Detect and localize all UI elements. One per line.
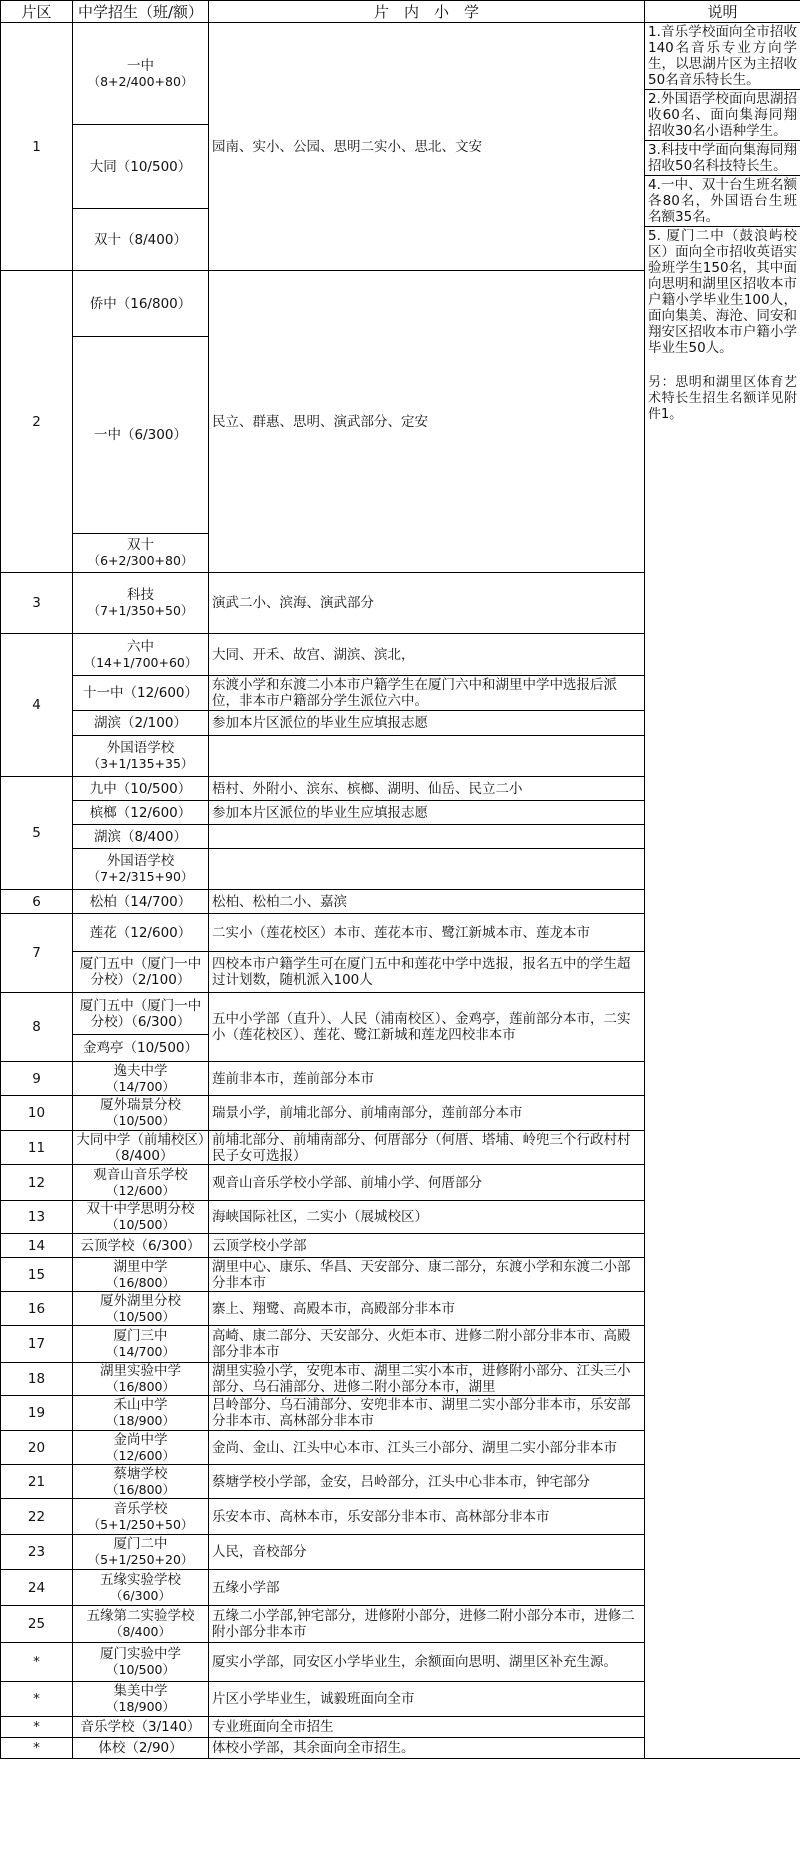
zone-cell: 20 bbox=[1, 1431, 73, 1465]
school-cell bbox=[73, 736, 209, 777]
school-name: 双十中学思明分校 bbox=[86, 1201, 195, 1217]
note-item: 3.科技中学面向集海同翔招收50名科技特长生。 bbox=[645, 141, 800, 176]
school-cell bbox=[73, 209, 209, 271]
note-item: 1.音乐学校面向全市招收140名音乐专业方向学生，以思湖片区为主招收50名音乐特长生。 bbox=[645, 23, 800, 90]
zone-cell: 21 bbox=[1, 1465, 73, 1499]
school-cell bbox=[73, 890, 209, 914]
school-cell bbox=[73, 1234, 209, 1258]
school-name: 观音山音乐学校 bbox=[93, 1166, 188, 1183]
primary-schools-cell: 五中小学部（直升）、人民（浦南校区）、金鸡亭，莲前部分本市，二实小（莲花校区）、莲花、鹭江新城和莲龙四校非本市 bbox=[209, 993, 645, 1062]
school-cell bbox=[73, 777, 209, 801]
header-row bbox=[1, 1, 800, 23]
school-cell bbox=[73, 1465, 209, 1499]
primary-schools-cell: 演武二小、滨海、演武部分 bbox=[209, 573, 645, 634]
primary-schools-cell: 高崎、康二部分、天安部分、火炬本市、进修二附小部分非本市、高殿部分非本市 bbox=[209, 1326, 645, 1363]
school-quota: （8+2/400+80） bbox=[87, 73, 194, 89]
zone-cell: 15 bbox=[1, 1258, 73, 1292]
primary-schools-cell: 前埔北部分、前埔南部分、何厝部分（何厝、塔埔、岭兜三个行政村村民子女可选报） bbox=[209, 1131, 645, 1165]
school-name: 松柏（14/700） bbox=[89, 893, 192, 910]
zone-cell: 9 bbox=[1, 1062, 73, 1096]
school-cell bbox=[73, 1643, 209, 1682]
school-name: 外国语学校 bbox=[106, 853, 175, 869]
school-cell bbox=[73, 801, 209, 825]
school-quota: （7+1/350+50） bbox=[87, 603, 194, 618]
primary-schools-cell: 大同、开禾、故宫、湖滨、滨北， bbox=[209, 634, 645, 676]
primary-schools-cell: 湖里中心、康乐、华昌、天安部分、康二部分，东渡小学和东渡二小部分非本市 bbox=[209, 1258, 645, 1292]
school-name: 一中（6/300） bbox=[94, 427, 187, 443]
primary-schools-cell: 莲前非本市，莲前部分本市 bbox=[209, 1062, 645, 1096]
zone-cell: 23 bbox=[1, 1535, 73, 1570]
school-quota: （14/700） bbox=[106, 1078, 175, 1094]
primary-schools-cell: 民立、群惠、思明、演武部分、定安 bbox=[209, 271, 645, 573]
school-name: 体校（2/90） bbox=[98, 1740, 183, 1756]
school-cell bbox=[73, 1062, 209, 1096]
school-cell bbox=[73, 1396, 209, 1431]
school-name: 双十 bbox=[127, 537, 154, 553]
school-quota: （3+1/135+35） bbox=[87, 756, 194, 771]
note-extra: 另：思明和湖里区体育艺术特长生招生名额详见附件1。 bbox=[648, 375, 797, 422]
school-cell bbox=[73, 1738, 209, 1759]
school-name: 湖里中学 bbox=[113, 1258, 168, 1275]
primary-schools-cell: 五缘小学部 bbox=[209, 1570, 645, 1606]
header-zone: 片区 bbox=[1, 1, 73, 23]
primary-schools-cell bbox=[209, 849, 645, 890]
school-name: 九中（10/500） bbox=[89, 780, 192, 797]
header-primary: 片 内 小 学 bbox=[209, 1, 645, 23]
school-quota: （10/500） bbox=[106, 1662, 175, 1677]
school-quota: （16/800） bbox=[106, 1379, 175, 1394]
school-cell bbox=[73, 1326, 209, 1363]
school-cell bbox=[73, 337, 209, 534]
zone-cell: 12 bbox=[1, 1165, 73, 1201]
primary-schools-cell: 参加本片区派位的毕业生应填报志愿 bbox=[209, 711, 645, 736]
school-name: 大同（10/500） bbox=[89, 158, 192, 175]
primary-schools-cell: 寨上、翔鹭、高殿本市，高殿部分非本市 bbox=[209, 1292, 645, 1326]
primary-schools-cell: 参加本片区派位的毕业生应填报志愿 bbox=[209, 801, 645, 825]
school-cell bbox=[73, 1717, 209, 1738]
school-quota: （6+2/300+80） bbox=[87, 553, 194, 568]
school-name: 集美中学 bbox=[113, 1683, 168, 1699]
primary-schools-cell: 专业班面向全市招生 bbox=[209, 1717, 645, 1738]
primary-schools-cell: 厦实小学部，同安区小学毕业生，余额面向思明、湖里区补充生源。 bbox=[209, 1643, 645, 1682]
note-item: 4.一中、双十台生班名额各80名，外国语台生班名额35名。 bbox=[645, 176, 800, 227]
school-cell bbox=[73, 1201, 209, 1234]
header-notes: 说明 bbox=[645, 1, 800, 23]
zone-cell: 6 bbox=[1, 890, 73, 914]
school-cell bbox=[73, 1606, 209, 1643]
primary-schools-cell: 四校本市户籍学生可在厦门五中和莲花中学中选报，报名五中的学生超过计划数，随机派入100人 bbox=[209, 952, 645, 993]
school-name: 厦门五中（厦门一中分校）（6/300） bbox=[79, 997, 202, 1030]
school-cell bbox=[73, 1535, 209, 1570]
zone-cell: 17 bbox=[1, 1326, 73, 1363]
primary-schools-cell: 湖里实验小学，安兜本市、湖里二实小本市，进修附小部分、江头三小部分、乌石浦部分、进修二附小部分本市，湖里 bbox=[209, 1363, 645, 1396]
primary-schools-cell: 瑞景小学，前埔北部分、前埔南部分，莲前部分本市 bbox=[209, 1096, 645, 1131]
school-quota: （18/900） bbox=[106, 1413, 175, 1428]
zone-cell: 19 bbox=[1, 1396, 73, 1431]
school-cell bbox=[73, 1570, 209, 1606]
school-name: 湖滨（2/100） bbox=[94, 715, 187, 731]
primary-schools-cell: 云顶学校小学部 bbox=[209, 1234, 645, 1258]
school-cell bbox=[73, 849, 209, 890]
school-quota: （16/800） bbox=[106, 1274, 175, 1290]
school-cell bbox=[73, 23, 209, 125]
school-cell bbox=[73, 952, 209, 993]
school-name: 湖滨（8/400） bbox=[94, 828, 187, 845]
school-cell bbox=[73, 534, 209, 573]
primary-schools-cell: 二实小（莲花校区）本市、莲花本市、鹭江新城本市、莲龙本市 bbox=[209, 914, 645, 952]
school-name: 外国语学校 bbox=[106, 740, 175, 756]
school-name: 十一中（12/600） bbox=[83, 685, 198, 701]
zone-cell: 5 bbox=[1, 777, 73, 890]
school-name: 厦门三中 bbox=[113, 1328, 168, 1344]
school-name: 金鸡亭（10/500） bbox=[83, 1040, 198, 1056]
school-cell bbox=[73, 1165, 209, 1201]
school-cell bbox=[73, 676, 209, 711]
primary-schools-cell: 吕岭部分、乌石浦部分、安兜非本市、湖里二实小部分非本市，乐安部分非本市、高林部分非本市 bbox=[209, 1396, 645, 1431]
zone-cell: 3 bbox=[1, 573, 73, 634]
school-quota: （14/700） bbox=[106, 1344, 175, 1359]
zone-cell: 1 bbox=[1, 23, 73, 271]
school-name: 科技 bbox=[127, 587, 154, 603]
notes-cell bbox=[645, 23, 800, 1759]
school-name: 槟榔（12/600） bbox=[89, 804, 192, 821]
zone-cell: 18 bbox=[1, 1363, 73, 1396]
primary-schools-cell: 园南、实小、公园、思明二实小、思北、文安 bbox=[209, 23, 645, 271]
school-cell bbox=[73, 1292, 209, 1326]
school-name: 音乐学校 bbox=[113, 1500, 168, 1517]
zone-cell: 16 bbox=[1, 1292, 73, 1326]
zone-cell: 22 bbox=[1, 1499, 73, 1535]
primary-schools-cell bbox=[209, 736, 645, 777]
school-quota: （10/500） bbox=[106, 1217, 175, 1232]
school-name: 音乐学校（3/140） bbox=[80, 1719, 201, 1735]
school-cell bbox=[73, 634, 209, 676]
school-cell bbox=[73, 1431, 209, 1465]
school-name: 莲花（12/600） bbox=[89, 924, 192, 941]
school-name: 大同中学（前埔校区）（8/400） bbox=[76, 1131, 205, 1164]
school-cell bbox=[73, 1096, 209, 1131]
school-quota: （16/800） bbox=[106, 1481, 175, 1497]
school-name: 双十（8/400） bbox=[94, 231, 187, 248]
school-quota: （10/500） bbox=[106, 1113, 175, 1128]
zone-cell: 25 bbox=[1, 1606, 73, 1643]
zone-cell: 2 bbox=[1, 271, 73, 573]
school-cell bbox=[73, 1258, 209, 1292]
zone-cell: * bbox=[1, 1682, 73, 1717]
primary-schools-cell: 体校小学部，其余面向全市招生。 bbox=[209, 1738, 645, 1759]
table-row bbox=[1, 23, 800, 125]
school-cell bbox=[73, 1131, 209, 1165]
zone-cell: 8 bbox=[1, 993, 73, 1062]
zone-cell: 14 bbox=[1, 1234, 73, 1258]
zone-cell: 13 bbox=[1, 1201, 73, 1234]
school-name: 蔡塘学校 bbox=[113, 1465, 168, 1482]
school-cell bbox=[73, 573, 209, 634]
school-quota: （5+1/250+20） bbox=[87, 1552, 194, 1567]
primary-schools-cell: 东渡小学和东渡二小本市户籍学生在厦门六中和湖里中学中选报后派位，非本市户籍部分学生派位六中。 bbox=[209, 676, 645, 711]
header-school: 中学招生（班/额） bbox=[73, 1, 209, 23]
zone-cell: 11 bbox=[1, 1131, 73, 1165]
school-cell bbox=[73, 1363, 209, 1396]
school-name: 厦外瑞景分校 bbox=[100, 1097, 181, 1113]
zone-cell: * bbox=[1, 1738, 73, 1759]
primary-schools-cell: 片区小学毕业生，诚毅班面向全市 bbox=[209, 1682, 645, 1717]
school-name: 五缘实验学校 bbox=[100, 1571, 181, 1588]
school-quota: （6/300） bbox=[109, 1587, 172, 1603]
school-name: 厦门二中 bbox=[113, 1536, 168, 1552]
school-name: 厦门实验中学 bbox=[100, 1646, 181, 1662]
school-cell bbox=[73, 711, 209, 736]
primary-schools-cell: 梧村、外附小、滨东、槟榔、湖明、仙岳、民立二小 bbox=[209, 777, 645, 801]
school-quota: （18/900） bbox=[106, 1699, 175, 1714]
primary-schools-cell bbox=[209, 825, 645, 849]
school-cell bbox=[73, 1035, 209, 1062]
zone-cell: * bbox=[1, 1643, 73, 1682]
zone-cell: * bbox=[1, 1717, 73, 1738]
primary-schools-cell: 海峡国际社区，二实小（展城校区） bbox=[209, 1201, 645, 1234]
school-cell bbox=[73, 1682, 209, 1717]
primary-schools-cell: 蔡塘学校小学部，金安，吕岭部分，江头中心非本市，钟宅部分 bbox=[209, 1465, 645, 1499]
school-quota: （12/600） bbox=[106, 1447, 175, 1463]
primary-schools-cell: 松柏、松柏二小、嘉滨 bbox=[209, 890, 645, 914]
zone-cell: 10 bbox=[1, 1096, 73, 1131]
school-cell bbox=[73, 125, 209, 209]
zone-cell: 4 bbox=[1, 634, 73, 777]
school-quota: （12/600） bbox=[106, 1182, 175, 1198]
zone-cell: 24 bbox=[1, 1570, 73, 1606]
school-cell bbox=[73, 271, 209, 337]
school-quota: （5+1/250+50） bbox=[87, 1516, 194, 1532]
school-quota: （7+2/315+90） bbox=[87, 869, 194, 884]
school-name: 一中 bbox=[127, 57, 154, 74]
primary-schools-cell: 金尚、金山、江头中心本市、江头三小部分、湖里二实小部分非本市 bbox=[209, 1431, 645, 1465]
primary-schools-cell: 人民，音校部分 bbox=[209, 1535, 645, 1570]
school-name: 金尚中学 bbox=[113, 1431, 168, 1448]
school-cell bbox=[73, 993, 209, 1035]
primary-schools-cell: 五缘二小学部,钟宅部分，进修附小部分，进修二附小部分本市，进修二附小部分非本市 bbox=[209, 1606, 645, 1643]
note-item: 5. 厦门二中（鼓浪屿校区）面向全市招收英语实验班学生150名，其中面向思明和湖里区招收本市户籍小学毕业生100人，面向集美、海沧、同安和翔安区招收本市户籍小学毕业生50人。 bbox=[648, 228, 797, 356]
school-name: 侨中（16/800） bbox=[89, 295, 192, 312]
school-name: 湖里实验中学 bbox=[100, 1363, 181, 1379]
school-quota: （10/500） bbox=[106, 1308, 175, 1324]
school-name: 六中 bbox=[127, 638, 154, 655]
school-cell bbox=[73, 825, 209, 849]
note-item: 2.外国语学校面向思湖招收60名、面向集海同翔招收30名小语种学生。 bbox=[645, 90, 800, 141]
school-name: 厦门五中（厦门一中分校）（2/100） bbox=[79, 956, 202, 988]
school-quota: （8/400） bbox=[109, 1624, 172, 1639]
school-cell bbox=[73, 914, 209, 952]
school-name: 云顶学校（6/300） bbox=[80, 1237, 201, 1254]
primary-schools-cell: 乐安本市、高林本市，乐安部分非本市、高林部分非本市 bbox=[209, 1499, 645, 1535]
school-name: 厦外湖里分校 bbox=[100, 1292, 181, 1309]
school-name: 五缘第二实验学校 bbox=[86, 1608, 195, 1624]
primary-schools-cell: 观音山音乐学校小学部、前埔小学、何厝部分 bbox=[209, 1165, 645, 1201]
school-cell bbox=[73, 1499, 209, 1535]
zone-cell: 7 bbox=[1, 914, 73, 993]
school-quota: （14+1/700+60） bbox=[83, 654, 198, 670]
school-name: 禾山中学 bbox=[113, 1397, 168, 1413]
school-name: 逸夫中学 bbox=[113, 1062, 168, 1079]
